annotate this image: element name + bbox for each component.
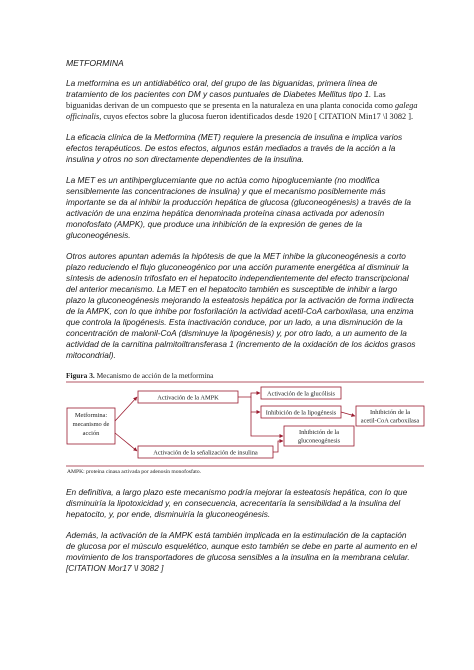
arrow-to-acc	[341, 412, 355, 416]
document-body	[66, 58, 418, 584]
arrow-to-insulin	[115, 433, 137, 451]
figure-caption-rest: Mecanismo de acción de la metformina	[94, 371, 214, 380]
paragraph-1	[66, 78, 418, 122]
box-glycolysis-label: Activación de la glucólisis	[267, 390, 335, 398]
box-metformina-line1: Metformina:	[74, 412, 108, 419]
arrow-to-glycolysis	[238, 393, 260, 397]
arrow-to-lipogenesis	[251, 397, 260, 412]
box-acc-line1: Inhibición de la	[369, 409, 411, 416]
figure-footnote: AMPK: proteína cinasa activada por adenosín monofosfato.	[67, 469, 202, 475]
doc-title: METFORMINA	[66, 58, 124, 68]
box-metformina-line3: acción	[82, 430, 100, 437]
paragraph-6: Además, la activación de la AMPK está también implicada en la estimulación de la captación de glucosa por el músculo esquelético, aunque esto también se debe en parte al aumento en el movimiento de los transportadores de glucosa sensibles a la insulina en la membrana celular. [CITATION Mor17 \l 3082 ]	[66, 530, 418, 573]
box-acc-line2: acetil-CoA carboxilasa	[360, 417, 420, 425]
paragraph-2: La eficacia clínica de la Metformina (MET) requiere la presencia de insulina e implica varios efectos terapéuticos. De estos efectos, algunos están mediados a través de la acción a la insulina y otros no son directamente dependientes de la insulina.	[66, 132, 403, 164]
figure-caption-bold: Figura 3.	[66, 371, 95, 380]
mechanism-diagram	[66, 371, 426, 477]
paragraph-1-serif-b: , cuyos efectos sobre la glucosa fueron identificados desde 1920 [ CITATION Min17 \l 3082 ].	[99, 112, 414, 121]
arrow-to-ampk	[115, 397, 137, 421]
paragraph-4: Otros autores apuntan además la hipótesis de que la MET inhibe la gluconeogénesis a corto plazo reduciendo el flujo gluconeogénico por una acción puramente energética al disminuir la síntesis de adenosín trifosfato en el hepatocito independientemente del efecto transcripcional del anterior mecanismo. La MET en el hepatocito también es susceptible de inhibir a largo plazo la gluconeogénesis mejorando la esteatosis hepática por la activación de forma indirecta de la AMPK, con lo que inhibe por fosforilación la actividad acetil-CoA carboxilasa, una enzima que controla la lipogénesis. Esta inactivación conduce, por un lado, a una disminución de la concentración de malonil-CoA (disminuye la lipogénesis) y, por otro lado, a un aumento de la actividad de la carnitina palmitoiltransferasa 1 (incremento de la oxidación de los ácidos grasos mitocondrial).	[66, 251, 416, 360]
figure-3	[66, 371, 426, 477]
paragraph-1-italic: La metformina es un antidiabético oral, del grupo de las biguanidas, primera línea de tratamiento de los pacientes con DM y casos puntuales de Diabetes Mellitus tipo 1.	[66, 78, 378, 99]
box-insulin-label: Activación de la señalización de insulina	[153, 449, 258, 457]
paragraph-3: La MET es un antihiperglucemiante que no actúa como hipoglucemiante (no modifica sensiblemente las concentraciones de insulina) y que el mecanismo posiblemente más importante se da al inhibir la producción hepática de glucosa (gluconeogénesis) a través de la activación de una enzima hepática denominada proteína cinasa activada por adenosín monofosfato (AMPK), que produce una inhibición de la expresión de genes de la gluconeogénesis.	[66, 175, 411, 240]
paragraph-5: En definitiva, a largo plazo este mecanismo podría mejorar la esteatosis hepática, con lo que disminuiría la lipotoxicidad y, en consecuencia, acrecentaría la sensibilidad a la insulina del hepatocito, y, por ende, disminuiría la gluconeogénesis.	[66, 487, 408, 519]
paragraph-1-serif-a: Las biguanidas derivan de un compuesto que se presenta en la naturaleza en una planta conocida como	[66, 90, 395, 110]
box-ampk-label: Activación de la AMPK	[157, 394, 219, 402]
arrow-insulin-to-gluconeogenesis	[273, 441, 283, 452]
box-gluconeogenesis-line2: gluconeogénesis	[297, 437, 341, 445]
box-metformina-line2: mecanismo de	[72, 421, 110, 428]
paragraph-1-serif-italic: galega officinalis	[66, 101, 418, 121]
box-lipogenesis-label: Inhibición de la lipogénesis	[265, 409, 337, 417]
box-gluconeogenesis-line1: Inhibición de la	[298, 429, 340, 436]
